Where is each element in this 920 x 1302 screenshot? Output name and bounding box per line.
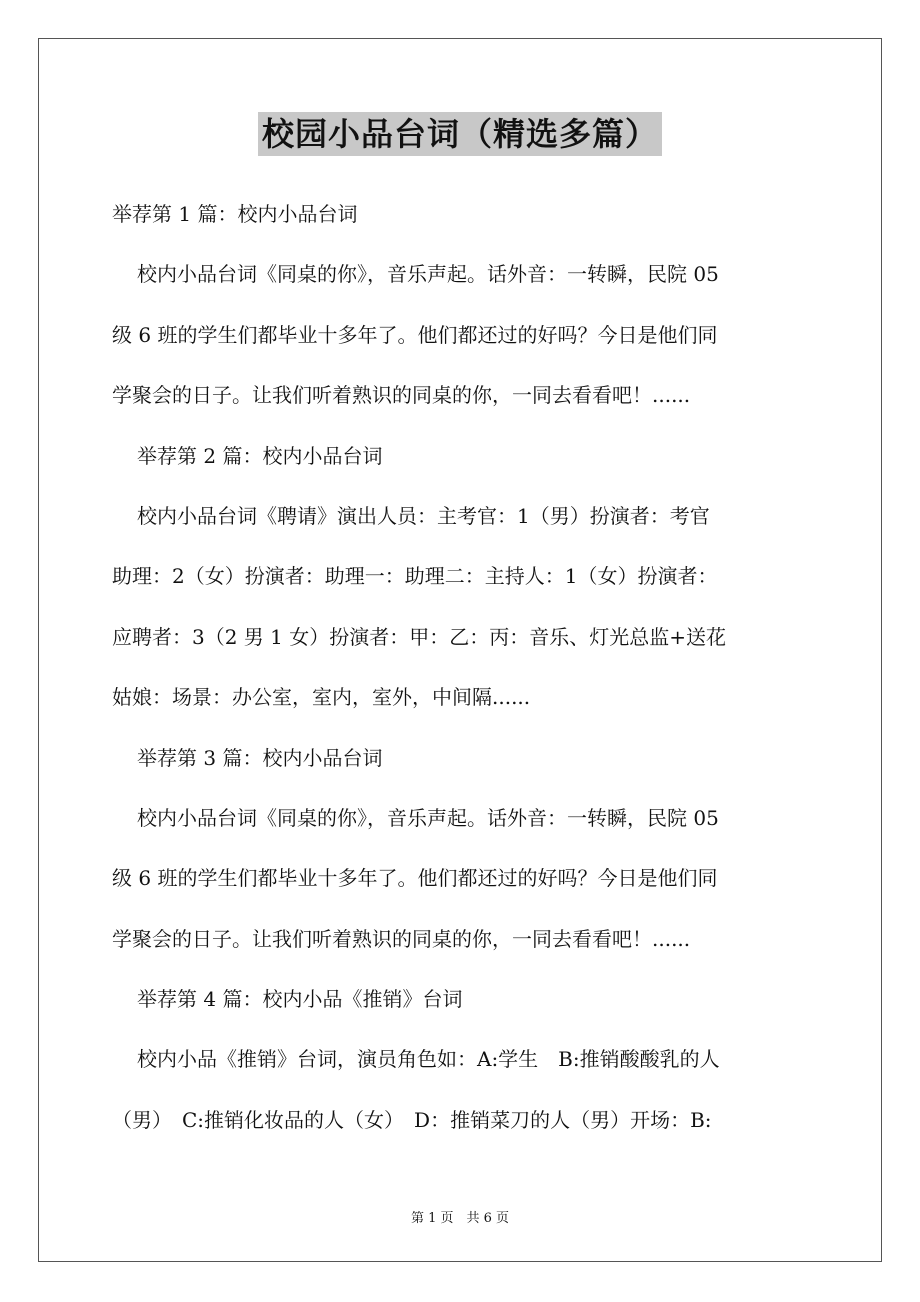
text-line: 校内小品台词《同桌的你》，音乐声起。话外音：一转瞬，民院 05 xyxy=(137,805,719,830)
text-line: 学聚会的日子。让我们听着熟识的同桌的你，一同去看看吧！...... xyxy=(112,926,691,951)
text-line: 校内小品台词《聘请》演出人员：主考官：1（男）扮演者：考官 xyxy=(137,503,710,528)
text-line: 级 6 班的学生们都毕业十多年了。他们都还过的好吗？今日是他们同 xyxy=(112,322,718,347)
text-line: 应聘者：3（2 男 1 女）扮演者：甲：乙：丙：音乐、灯光总监+送花 xyxy=(112,624,727,649)
text-line: 级 6 班的学生们都毕业十多年了。他们都还过的好吗？今日是他们同 xyxy=(112,866,718,891)
title-container xyxy=(0,112,920,156)
text-line: 助理：2（女）扮演者：助理一：助理二：主持人：1（女）扮演者： xyxy=(112,564,718,589)
document-body xyxy=(112,192,812,1158)
text-line: 举荐第 1 篇：校内小品台词 xyxy=(112,202,358,226)
text-line: 举荐第 3 篇：校内小品台词 xyxy=(137,745,383,770)
text-line: 校内小品《推销》台词，演员角色如：A:学生 B:推销酸酸乳的人 xyxy=(137,1047,720,1072)
page-footer: 第 1 页 共 6 页 xyxy=(410,1211,510,1226)
text-line: 举荐第 2 篇：校内小品台词 xyxy=(137,443,383,468)
text-line: 校内小品台词《同桌的你》，音乐声起。话外音：一转瞬，民院 05 xyxy=(137,262,719,287)
text-line: 姑娘：场景：办公室，室内，室外，中间隔...... xyxy=(112,685,531,710)
document-title: 校园小品台词（精选多篇） xyxy=(258,112,662,156)
text-line: 学聚会的日子。让我们听着熟识的同桌的你，一同去看看吧！...... xyxy=(112,383,691,408)
text-line: （男） C:推销化妆品的人（女） D：推销菜刀的人（男）开场：B: xyxy=(112,1107,712,1132)
text-line: 举荐第 4 篇：校内小品《推销》台词 xyxy=(137,987,463,1012)
